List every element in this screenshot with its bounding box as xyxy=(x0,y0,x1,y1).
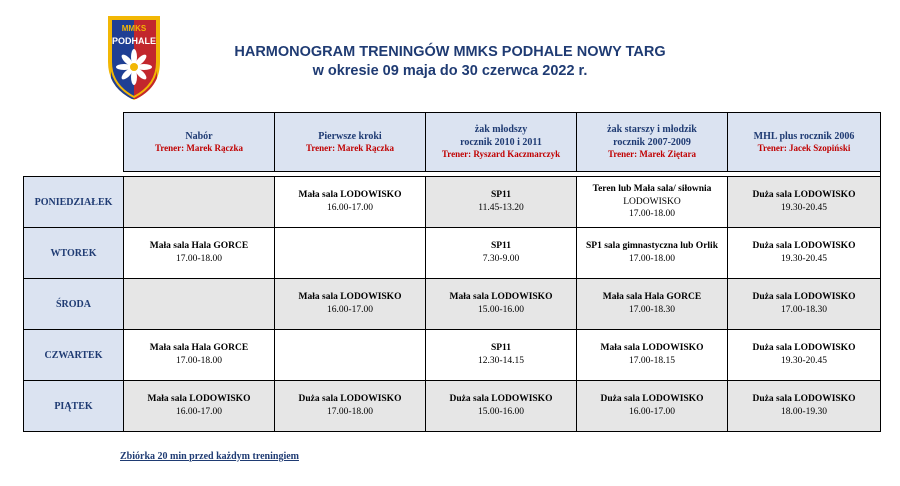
cell-place: Mała sala LODOWISKO xyxy=(298,292,402,303)
column-header xyxy=(728,113,881,172)
schedule-cell xyxy=(728,228,881,279)
day-label: CZWARTEK xyxy=(24,330,124,381)
column-name: żak starszy i młodzik xyxy=(607,124,697,136)
cell-time: 17.00-18.15 xyxy=(629,356,675,366)
cell-time: 17.00-18.00 xyxy=(629,254,675,264)
cell-time: 16.00-17.00 xyxy=(629,407,675,417)
cell-time: 17.00-18.00 xyxy=(629,209,675,220)
schedule-table xyxy=(23,112,881,432)
cell-time: 7.30-9.00 xyxy=(482,254,520,264)
column-trainer: Trener: Marek Rączka xyxy=(155,142,243,153)
header-row xyxy=(24,113,881,172)
schedule-cell xyxy=(728,330,881,381)
cell-place: Mała sala LODOWISKO xyxy=(600,343,704,354)
cell-time: 12.30-14.15 xyxy=(478,356,524,366)
logo-text: MMKS xyxy=(121,24,147,33)
corner-cell xyxy=(24,113,124,172)
column-header xyxy=(124,113,275,172)
cell-time: 15.00-16.00 xyxy=(478,407,524,417)
table-row xyxy=(24,228,881,279)
cell-time: 16.00-17.00 xyxy=(327,305,373,315)
cell-time: 19.30-20.45 xyxy=(781,203,827,213)
column-header xyxy=(275,113,426,172)
cell-place: Mała sala LODOWISKO xyxy=(298,190,402,201)
logo-subtext: PODHALE xyxy=(111,36,157,46)
schedule-cell xyxy=(426,228,577,279)
page-title: HARMONOGRAM TRENINGÓW MMKS PODHALE NOWY TARG xyxy=(234,44,666,60)
day-label: PIĄTEK xyxy=(24,381,124,432)
column-trainer: Trener: Ryszard Kaczmarczyk xyxy=(441,149,561,160)
cell-time: 16.00-17.00 xyxy=(327,203,373,213)
schedule-cell xyxy=(275,177,426,228)
schedule-cell xyxy=(275,228,426,279)
schedule-cell xyxy=(426,177,577,228)
cell-place: Mała sala Hala GORCE xyxy=(149,343,249,354)
column-name-line2: rocznik 2010 i 2011 xyxy=(460,137,542,149)
schedule-cell xyxy=(124,228,275,279)
table-row xyxy=(24,381,881,432)
cell-time: 17.00-18.00 xyxy=(327,407,373,417)
schedule-cell xyxy=(577,381,728,432)
cell-time: 17.00-18.00 xyxy=(176,356,222,366)
cell-place: SP1 sala gimnastyczna lub Orlik xyxy=(586,241,718,252)
column-trainer: Trener: Marek Rączka xyxy=(306,142,394,153)
cell-time: 17.00-18.30 xyxy=(781,305,827,315)
cell-place: Duża sala LODOWISKO xyxy=(449,394,553,405)
schedule-cell xyxy=(577,330,728,381)
schedule-cell xyxy=(275,381,426,432)
cell-place: Mała sala LODOWISKO xyxy=(147,394,251,405)
cell-place: Teren lub Mała sala/ siłownia xyxy=(592,183,712,194)
schedule-cell xyxy=(577,279,728,330)
cell-place: Duża sala LODOWISKO xyxy=(752,292,856,303)
day-label: WTOREK xyxy=(24,228,124,279)
schedule-cell xyxy=(728,177,881,228)
column-trainer: Trener: Jacek Szopiński xyxy=(757,142,851,153)
cell-place: Duża sala LODOWISKO xyxy=(752,241,856,252)
column-name: Pierwsze kroki xyxy=(318,130,382,142)
cell-place: SP11 xyxy=(490,190,512,201)
schedule-cell xyxy=(577,228,728,279)
column-name-line2: rocznik 2007-2009 xyxy=(613,137,691,149)
cell-place-line2: LODOWISKO xyxy=(623,196,681,207)
cell-place: Duża sala LODOWISKO xyxy=(752,343,856,354)
column-name: MHL plus rocznik 2006 xyxy=(753,130,855,142)
column-header xyxy=(426,113,577,172)
cell-place: Duża sala LODOWISKO xyxy=(298,394,402,405)
schedule-cell xyxy=(124,381,275,432)
cell-place: Duża sala LODOWISKO xyxy=(752,190,856,201)
schedule-cell xyxy=(577,177,728,228)
schedule-cell xyxy=(275,279,426,330)
schedule-cell xyxy=(124,330,275,381)
cell-time: 18.00-19.30 xyxy=(781,407,827,417)
column-name: Nabór xyxy=(185,130,213,142)
cell-time: 17.00-18.00 xyxy=(176,254,222,264)
column-name: żak młodszy xyxy=(474,124,528,136)
schedule-cell xyxy=(426,279,577,330)
cell-place: Mała sala LODOWISKO xyxy=(449,292,553,303)
footnote: Zbiórka 20 min przed każdym treningiem xyxy=(120,451,299,462)
page-subtitle: w okresie 09 maja do 30 czerwca 2022 r. xyxy=(312,63,588,79)
schedule-cell xyxy=(426,330,577,381)
cell-place: Duża sala LODOWISKO xyxy=(752,394,856,405)
day-label: ŚRODA xyxy=(24,279,124,330)
table-row xyxy=(24,279,881,330)
schedule-cell xyxy=(275,330,426,381)
club-logo xyxy=(104,12,164,102)
day-label: PONIEDZIAŁEK xyxy=(24,177,124,228)
column-header xyxy=(577,113,728,172)
cell-time: 19.30-20.45 xyxy=(781,356,827,366)
cell-place: SP11 xyxy=(490,241,512,252)
schedule-cell xyxy=(728,279,881,330)
table-row xyxy=(24,177,881,228)
cell-time: 17.00-18.30 xyxy=(629,305,675,315)
schedule-cell xyxy=(426,381,577,432)
cell-place: Duża sala LODOWISKO xyxy=(600,394,704,405)
cell-place: Mała sala Hala GORCE xyxy=(602,292,702,303)
cell-time: 16.00-17.00 xyxy=(176,407,222,417)
cell-time: 19.30-20.45 xyxy=(781,254,827,264)
column-trainer: Trener: Marek Ziętara xyxy=(608,149,696,160)
table-row xyxy=(24,330,881,381)
schedule-cell xyxy=(728,381,881,432)
cell-time: 15.00-16.00 xyxy=(478,305,524,315)
cell-place: SP11 xyxy=(490,343,512,354)
cell-place: Mała sala Hala GORCE xyxy=(149,241,249,252)
schedule-cell xyxy=(124,279,275,330)
cell-time: 11.45-13.20 xyxy=(478,203,524,213)
schedule-cell xyxy=(124,177,275,228)
